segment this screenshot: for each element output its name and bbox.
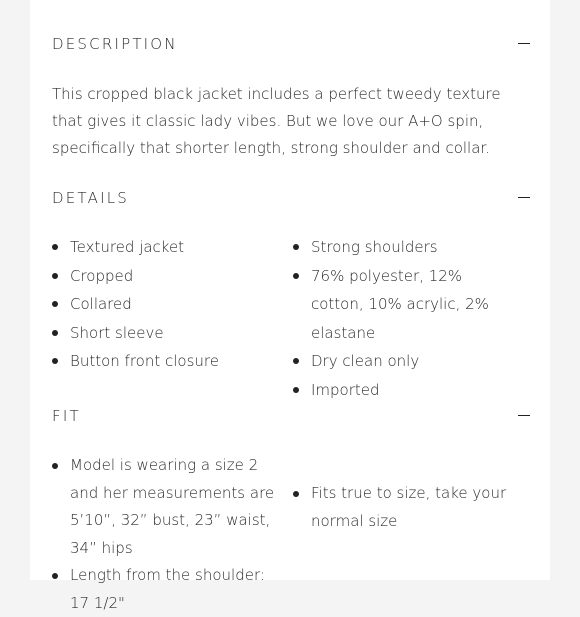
list-item: Length from the shoulder: 17 1/2" [52, 562, 282, 617]
minus-icon[interactable] [518, 187, 530, 209]
minus-icon[interactable] [518, 33, 530, 55]
description-accordion-header[interactable] [52, 33, 530, 55]
list-item: Cropped [52, 262, 282, 291]
list-item: Model is wearing a size 2 and her measurements are 5’10”, 32” bust, 23” waist, 34” hips [52, 452, 282, 562]
fit-list-left [52, 452, 282, 617]
fit-accordion-header[interactable] [52, 405, 530, 427]
list-item: Short sleeve [52, 319, 282, 348]
details-title: DETAILS [52, 189, 129, 207]
list-item: Collared [52, 290, 282, 319]
list-item: Fits true to size, take your normal size [293, 480, 508, 535]
list-item: Button front closure [52, 347, 282, 376]
minus-icon[interactable] [518, 405, 530, 427]
fit-list-right [293, 480, 508, 535]
list-item: Dry clean only [293, 347, 508, 376]
list-item: Strong shoulders [293, 233, 508, 262]
list-item: Imported [293, 376, 508, 405]
details-list-right [293, 233, 508, 404]
description-title: DESCRIPTION [52, 35, 178, 53]
description-text: This cropped black jacket includes a perfect tweedy texture that gives it classic lady vibes. But we love our A+O spin, specifically that shorter length, strong shoulder and collar. [52, 85, 501, 157]
list-item: Textured jacket [52, 233, 282, 262]
details-list-left [52, 233, 282, 376]
details-accordion-header[interactable] [52, 187, 530, 209]
list-item: 76% polyester, 12% cotton, 10% acrylic, 2% elastane [293, 262, 508, 348]
fit-title: FIT [52, 407, 81, 425]
